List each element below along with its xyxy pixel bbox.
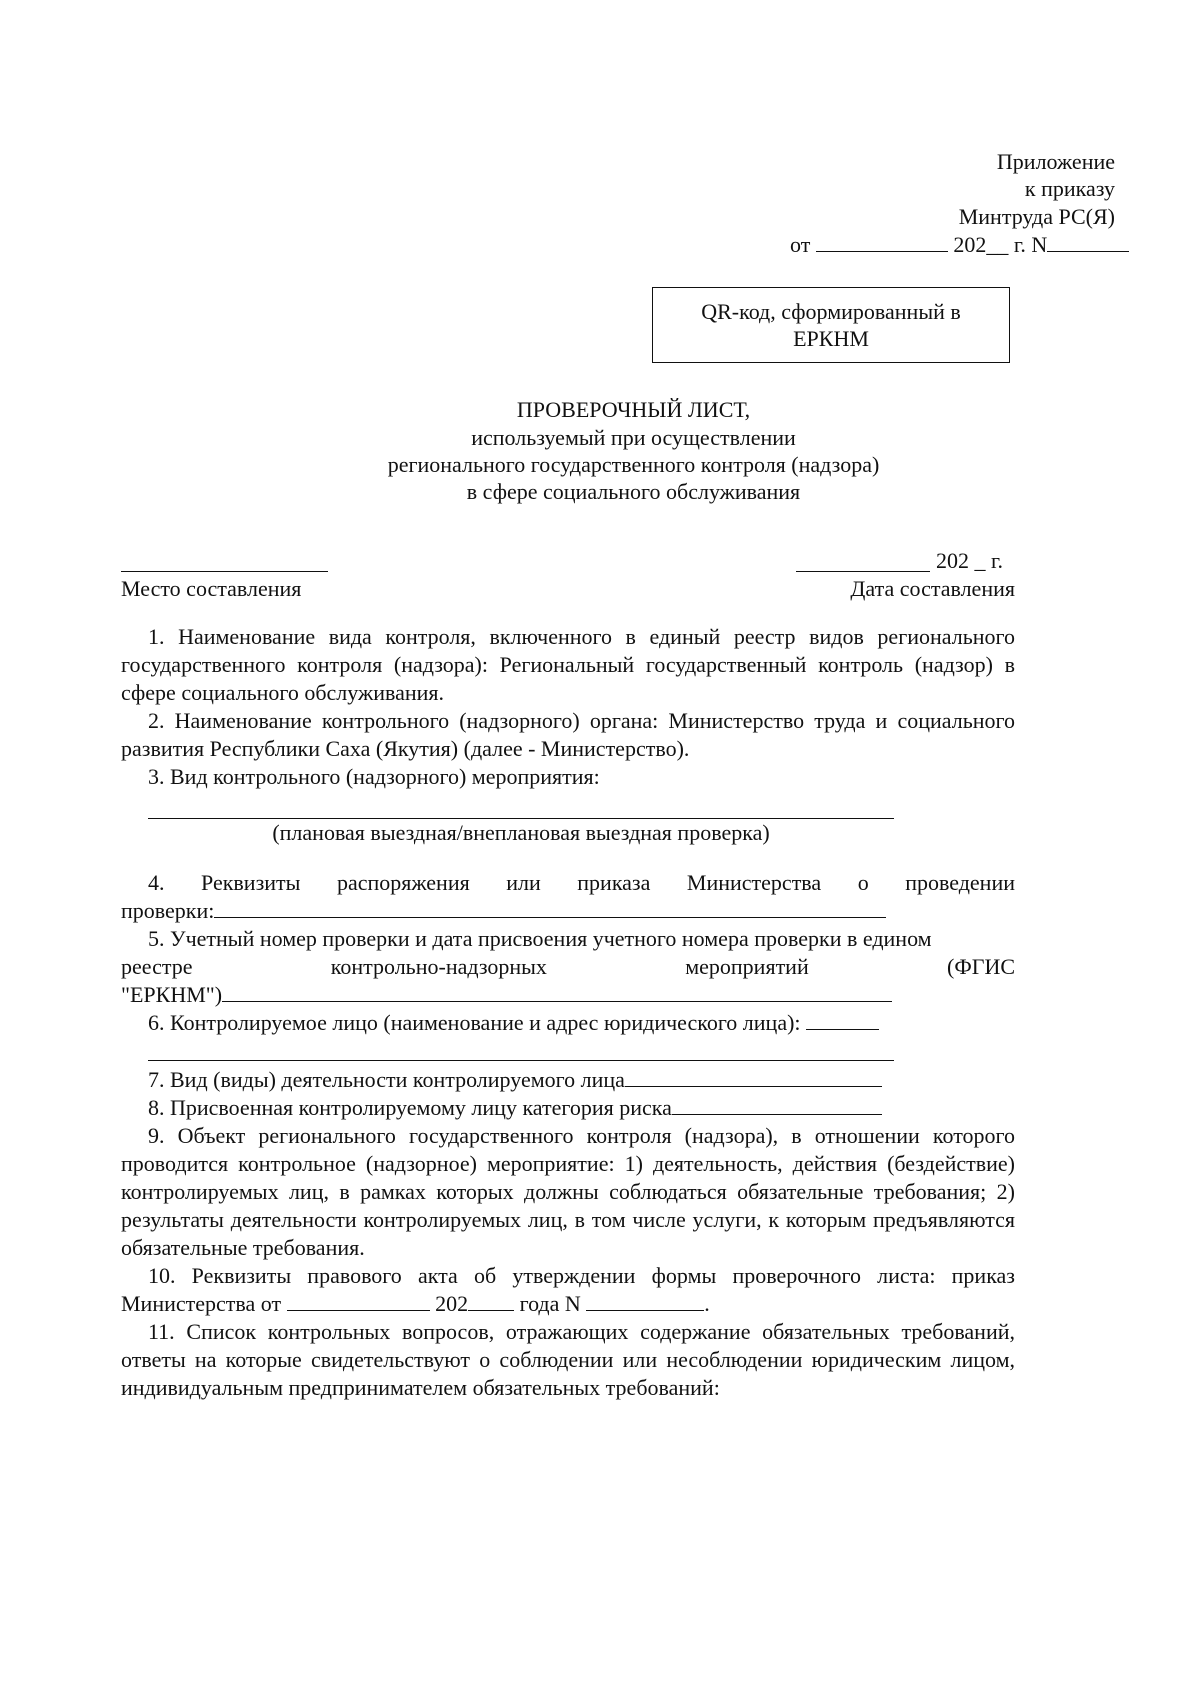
- item-7: [148, 1066, 882, 1094]
- title-line-2: используемый при осуществлении: [471, 425, 796, 450]
- appendix-from-label: от: [790, 232, 811, 257]
- item-1: 1. Наименование вида контроля, включенного в единый реестр видов регионального государственного контроля (надзора): Региональный государственный контроль (надзор) в сфере социального обслуживания.: [121, 624, 1015, 705]
- item-10-number-label: года N: [519, 1291, 581, 1316]
- item-8-label: 8. Присвоенная контролируемому лицу категория риска: [148, 1095, 672, 1120]
- appendix-line-1: Приложение: [996, 149, 1115, 174]
- place-blank: [121, 571, 328, 572]
- item-7-label: 7. Вид (виды) деятельности контролируемого лица: [148, 1067, 625, 1092]
- item-10-year-blank: [468, 1290, 514, 1311]
- item-6-label: 6. Контролируемое лицо (наименование и адрес юридического лица):: [148, 1010, 801, 1035]
- item-10-from-label: Министерства от: [121, 1291, 282, 1316]
- item-7-blank: [625, 1066, 882, 1087]
- appendix-number-blank: [1047, 231, 1129, 252]
- qr-box-line-2: ЕРКНМ: [793, 326, 869, 351]
- qr-code-box: [652, 287, 1010, 363]
- item-10: 10. Реквизиты правового акта об утверждении формы проверочного листа: приказ: [148, 1263, 1015, 1288]
- title-line-4: в сфере социального обслуживания: [466, 479, 801, 504]
- item-6-blank-2: [148, 1060, 894, 1061]
- item-5-blank: [222, 981, 892, 1002]
- item-6-blank: [806, 1009, 879, 1030]
- title-line-1: ПРОВЕРОЧНЫЙ ЛИСТ,: [516, 397, 751, 422]
- item-3: 3. Вид контрольного (надзорного) мероприятия:: [148, 764, 600, 789]
- appendix-date-blank: [816, 231, 948, 252]
- item-4-blank: [214, 897, 886, 918]
- qr-box-line-1: QR-код, сформированный в: [701, 299, 961, 324]
- item-6: [148, 1009, 879, 1037]
- item-10-line-2: Министерства от 202 года N .: [121, 1291, 710, 1316]
- item-4-cont-label: проверки:: [121, 898, 215, 923]
- appendix-line-3: Минтруда РС(Я): [958, 204, 1115, 229]
- item-11: 11. Список контрольных вопросов, отражающих содержание обязательных требований, ответы на которые свидетельствуют о соблюдении или несоблюдении юридическим лицом, индивидуальным предпринимателем обязательных требований:: [121, 1319, 1015, 1400]
- item-4-cont: [121, 897, 886, 925]
- item-5-line-3: [121, 981, 892, 1009]
- place-label: Место составления: [121, 576, 302, 601]
- date-year: 202 _ г.: [936, 548, 1004, 573]
- item-4: 4. Реквизиты распоряжения или приказа Министерства о проведении: [148, 870, 1015, 895]
- appendix-line-4: [790, 231, 1129, 259]
- date-blank: [796, 571, 930, 572]
- item-3-hint: (плановая выездная/внеплановая выездная проверка): [272, 820, 770, 845]
- item-10-date-blank: [287, 1290, 430, 1311]
- item-5-line-2: реестре контрольно-надзорных мероприятий (ФГИС: [121, 954, 1015, 979]
- item-9: 9. Объект регионального государственного контроля (надзора), в отношении которого проводится контрольное (надзорное) мероприятие: 1) деятельность, действия (бездействие) контролируемых лиц, в рамках которых должны соблюдаться обязательные требования; 2) результаты деятельности контролируемых лиц, в том числе услуги, к которым предъявляются обязательные требования.: [121, 1123, 1015, 1260]
- item-5-line-1: 5. Учетный номер проверки и дата присвоения учетного номера проверки в едином: [148, 926, 932, 951]
- item-2: 2. Наименование контрольного (надзорного) органа: Министерство труда и социального развития Республики Саха (Якутия) (далее - Министерство).: [121, 708, 1015, 761]
- appendix-year-label: 202__ г. N: [953, 232, 1048, 257]
- item-10-year-label: 202: [435, 1291, 469, 1316]
- item-10-number-blank: [586, 1290, 704, 1311]
- item-8: [148, 1094, 882, 1122]
- date-label: Дата составления: [850, 576, 1015, 601]
- item-8-blank: [672, 1094, 882, 1115]
- appendix-line-2: к приказу: [1024, 176, 1115, 201]
- item-5-erknm-label: "ЕРКНМ"): [121, 982, 223, 1007]
- title-line-3: регионального государственного контроля (надзора): [387, 452, 880, 477]
